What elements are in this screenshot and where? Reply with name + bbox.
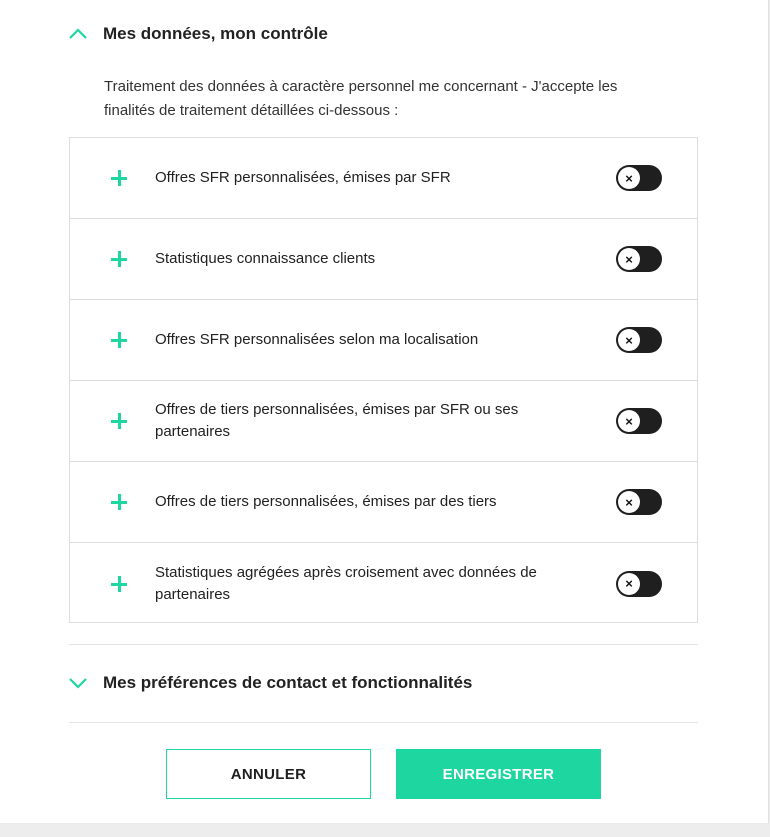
- plus-icon[interactable]: [110, 412, 128, 430]
- consent-row: [70, 381, 697, 462]
- consent-toggle[interactable]: [616, 408, 662, 434]
- section-header-contact-preferences[interactable]: [68, 673, 472, 693]
- consent-toggle[interactable]: [616, 327, 662, 353]
- plus-icon[interactable]: [110, 331, 128, 349]
- consent-label: Offres de tiers personnalisées, émises par des tiers: [155, 493, 497, 510]
- consent-toggle[interactable]: [616, 246, 662, 272]
- section-header-data-control[interactable]: [68, 24, 328, 44]
- consent-toggle[interactable]: [616, 571, 662, 597]
- cancel-button[interactable]: ANNULER: [166, 749, 371, 799]
- chevron-up-icon: [68, 27, 88, 41]
- consent-list: [69, 137, 698, 623]
- plus-icon[interactable]: [110, 493, 128, 511]
- close-icon: ×: [618, 167, 640, 189]
- plus-icon[interactable]: [110, 169, 128, 187]
- close-icon: ×: [618, 573, 640, 595]
- close-icon: ×: [618, 410, 640, 432]
- section-title: Mes données, mon contrôle: [103, 24, 328, 43]
- consent-row: [70, 300, 697, 381]
- section-intro-text: Traitement des données à caractère personnel me concernant - J'accepte les finalités de traitement détaillées ci-dessous :: [104, 78, 618, 119]
- consent-row: [70, 543, 697, 624]
- consent-row: [70, 138, 697, 219]
- chevron-down-icon: [68, 676, 88, 690]
- plus-icon[interactable]: [110, 250, 128, 268]
- consent-row: [70, 219, 697, 300]
- consent-label: Offres SFR personnalisées, émises par SFR: [155, 169, 451, 186]
- close-icon: ×: [618, 491, 640, 513]
- consent-toggle[interactable]: [616, 165, 662, 191]
- consent-row: [70, 462, 697, 543]
- plus-icon[interactable]: [110, 575, 128, 593]
- divider: [69, 722, 698, 723]
- consent-toggle[interactable]: [616, 489, 662, 515]
- consent-label: Offres de tiers personnalisées, émises par SFR ou ses partenaires: [155, 401, 519, 440]
- consent-label: Statistiques agrégées après croisement avec données de partenaires: [155, 563, 537, 603]
- close-icon: ×: [618, 248, 640, 270]
- consent-label: Offres SFR personnalisées selon ma localisation: [155, 331, 479, 348]
- consent-label: Statistiques connaissance clients: [155, 250, 376, 267]
- divider: [69, 644, 698, 645]
- section-title: Mes préférences de contact et fonctionnalités: [103, 673, 473, 692]
- close-icon: ×: [618, 329, 640, 351]
- save-button[interactable]: ENREGISTRER: [396, 749, 601, 799]
